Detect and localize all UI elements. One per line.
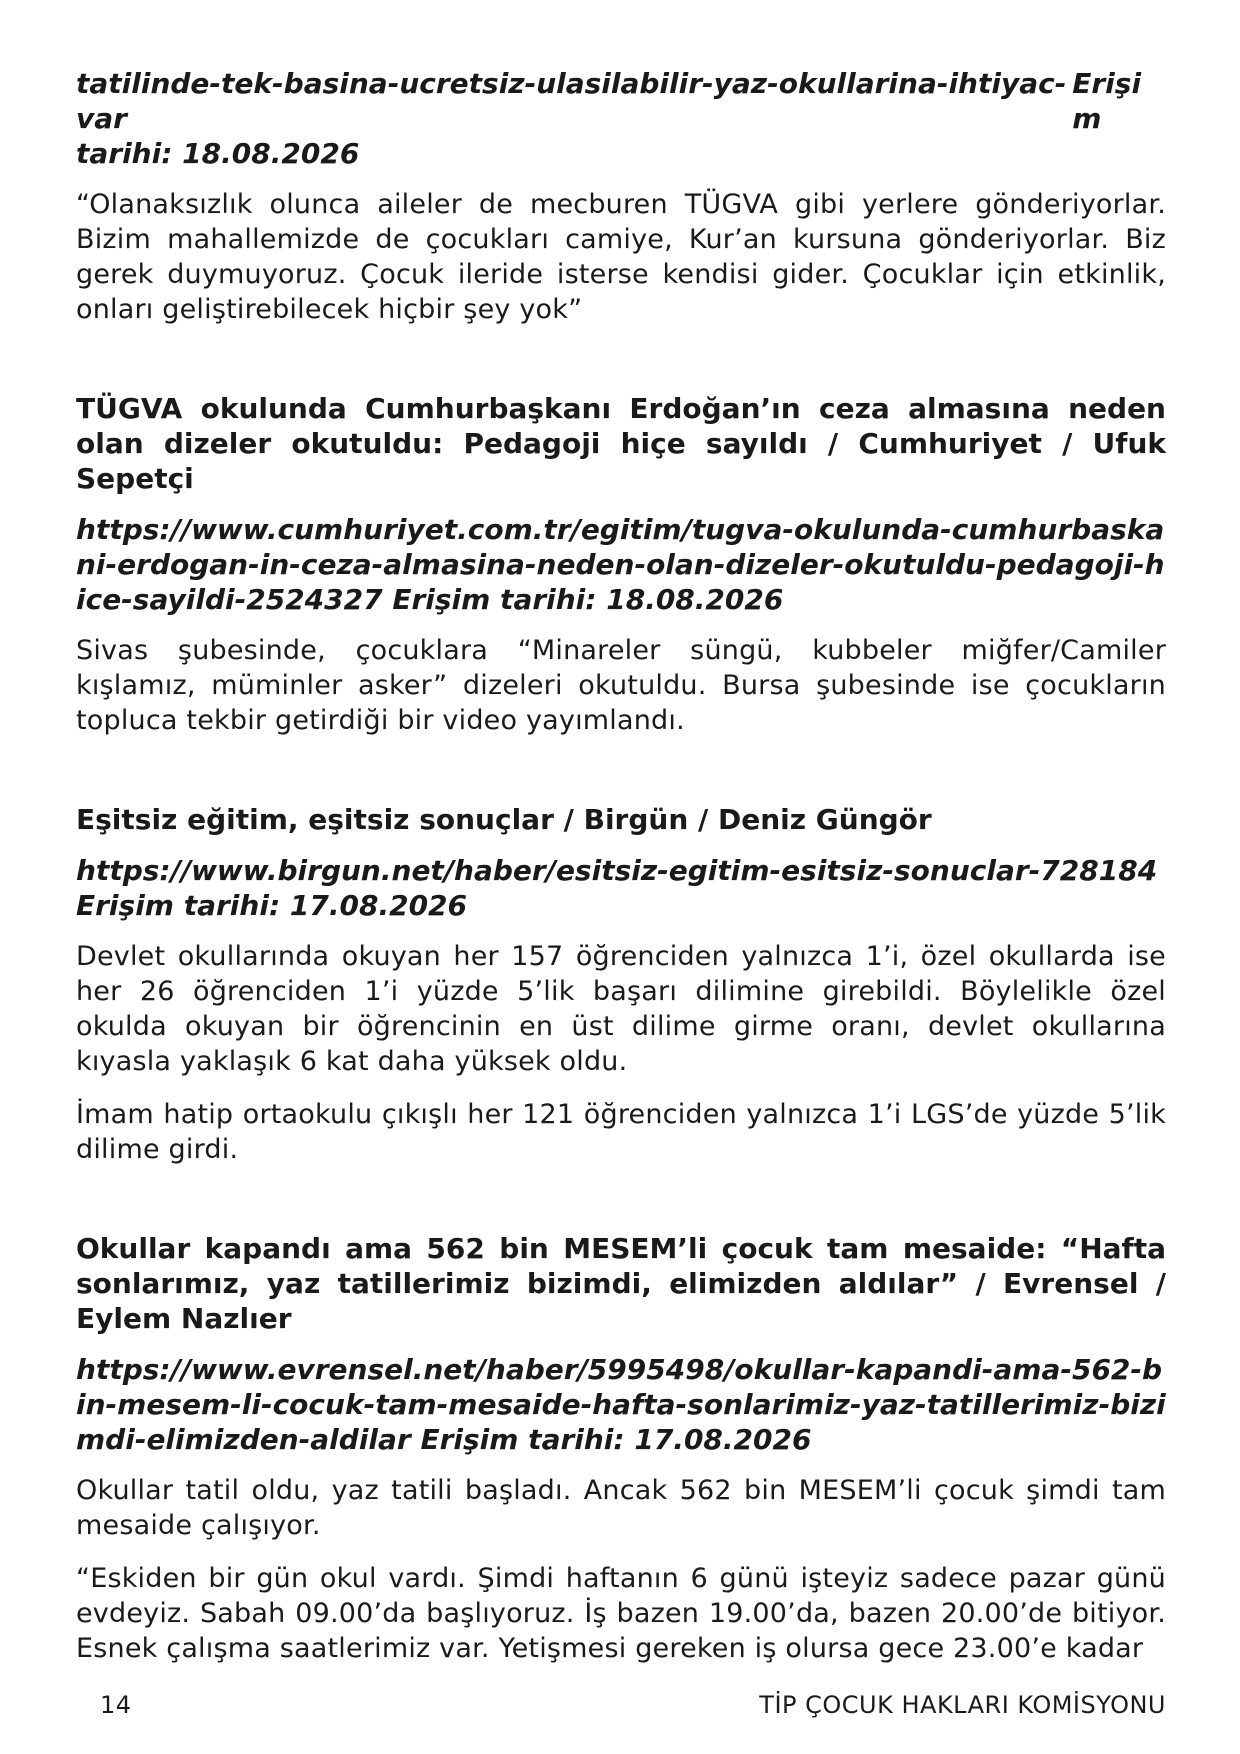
- article-paragraph: “Eskiden bir gün okul vardı. Şimdi haftanın 6 günü işteyiz sadece pazar günü evdeyiz. Sabah 09.00’da başlıyoruz. İş bazen 19.00’da, bazen 20.00’de bitiyor. Esnek çalışma saatlerimiz var. Yetişmesi gereken iş olursa gece 23.00’e kadar: [76, 1563, 1166, 1664]
- article-title: TÜGVA okulunda Cumhurbaşkanı Erdoğan’ın ceza almasına neden olan dizeler okutuldu: Pedagoji hiçe sayıldı / Cumhuriyet / Ufuk Sepetçi: [76, 392, 1166, 495]
- access-date: tarihi: 18.08.2026: [76, 137, 360, 170]
- article-title: Eşitsiz eğitim, eşitsiz sonuçlar / Birgün / Deniz Güngör: [76, 803, 932, 836]
- article-entry-evrensel: [76, 1231, 1166, 1666]
- quote-paragraph: “Olanaksızlık olunca aileler de mecburen TÜGVA gibi yerlere gönderiyorlar. Bizim mahallemizde de çocukları camiye, Kur’an kursuna gönderiyorlar. Biz gerek duymuyoruz. Çocuk ileride isterse kendisi gider. Çocuklar için etkinlik, onları geliştirebilecek hiçbir şey yok”: [76, 189, 1166, 325]
- article-entry-cumhuriyet: [76, 391, 1166, 738]
- article-paragraph: İmam hatip ortaokulu çıkışlı her 121 öğrenciden yalnızca 1’i LGS’de yüzde 5’lik dilime girdi.: [76, 1099, 1166, 1165]
- url-text[interactable]: tatilinde-tek-basina-ucretsiz-ulasilabilir-yaz-okullarina-ihtiyac-var: [76, 67, 1067, 135]
- page-footer: [100, 1690, 1166, 1720]
- article-paragraph: Sivas şubesinde, çocuklara “Minareler süngü, kubbeler miğfer/Camiler kışlamız, müminler asker” dizeleri okutuldu. Bursa şubesinde ise çocukların topluca tekbir getirdiği bir video yayımlandı.: [76, 635, 1166, 736]
- article-paragraph: Devlet okullarında okuyan her 157 öğrenciden yalnızca 1’i, özel okullarda ise her 26 öğrenciden 1’i yüzde 5’lik başarı dilimine girebildi. Böylelikle özel okulda okuyan bir öğrencinin en üst dilime girme oranı, devlet okullarına kıyasla yaklaşık 6 kat daha yüksek oldu.: [76, 941, 1166, 1077]
- article-title: Okullar kapandı ama 562 bin MESEM’li çocuk tam mesaide: “Hafta sonlarımız, yaz tatillerimiz bizimdi, elimizden aldılar” / Evrensel / Eylem Nazlıer: [76, 1232, 1166, 1335]
- page-number: 14: [100, 1691, 132, 1719]
- footer-org-name: TİP ÇOCUK HAKLARI KOMİSYONU: [759, 1691, 1166, 1719]
- continued-url: [76, 66, 1166, 136]
- article-url[interactable]: https://www.cumhuriyet.com.tr/egitim/tugva-okulunda-cumhurbaskani-erdogan-in-ceza-almasina-neden-olan-dizeler-okutuldu-pedagoji-hice-sayildi-2524327 Erişim tarihi: 18.08.2026: [76, 513, 1165, 616]
- article-paragraph: Okullar tatil oldu, yaz tatili başladı. Ancak 562 bin MESEM’li çocuk şimdi tam mesaide çalışıyor.: [76, 1475, 1166, 1541]
- article-entry-birgun: [76, 802, 1166, 1167]
- document-page: [76, 66, 1166, 1666]
- article-url[interactable]: https://www.birgun.net/haber/esitsiz-egitim-esitsiz-sonuclar-728184 Erişim tarihi: 17.08.2026: [76, 854, 1158, 922]
- article-url[interactable]: https://www.evrensel.net/haber/5995498/okullar-kapandi-ama-562-bin-mesem-li-cocuk-tam-mesaide-hafta-sonlarimiz-yaz-tatillerimiz-bizimdi-elimizden-aldilar Erişim tarihi: 17.08.2026: [76, 1353, 1166, 1456]
- access-label: Erişim: [1072, 67, 1142, 135]
